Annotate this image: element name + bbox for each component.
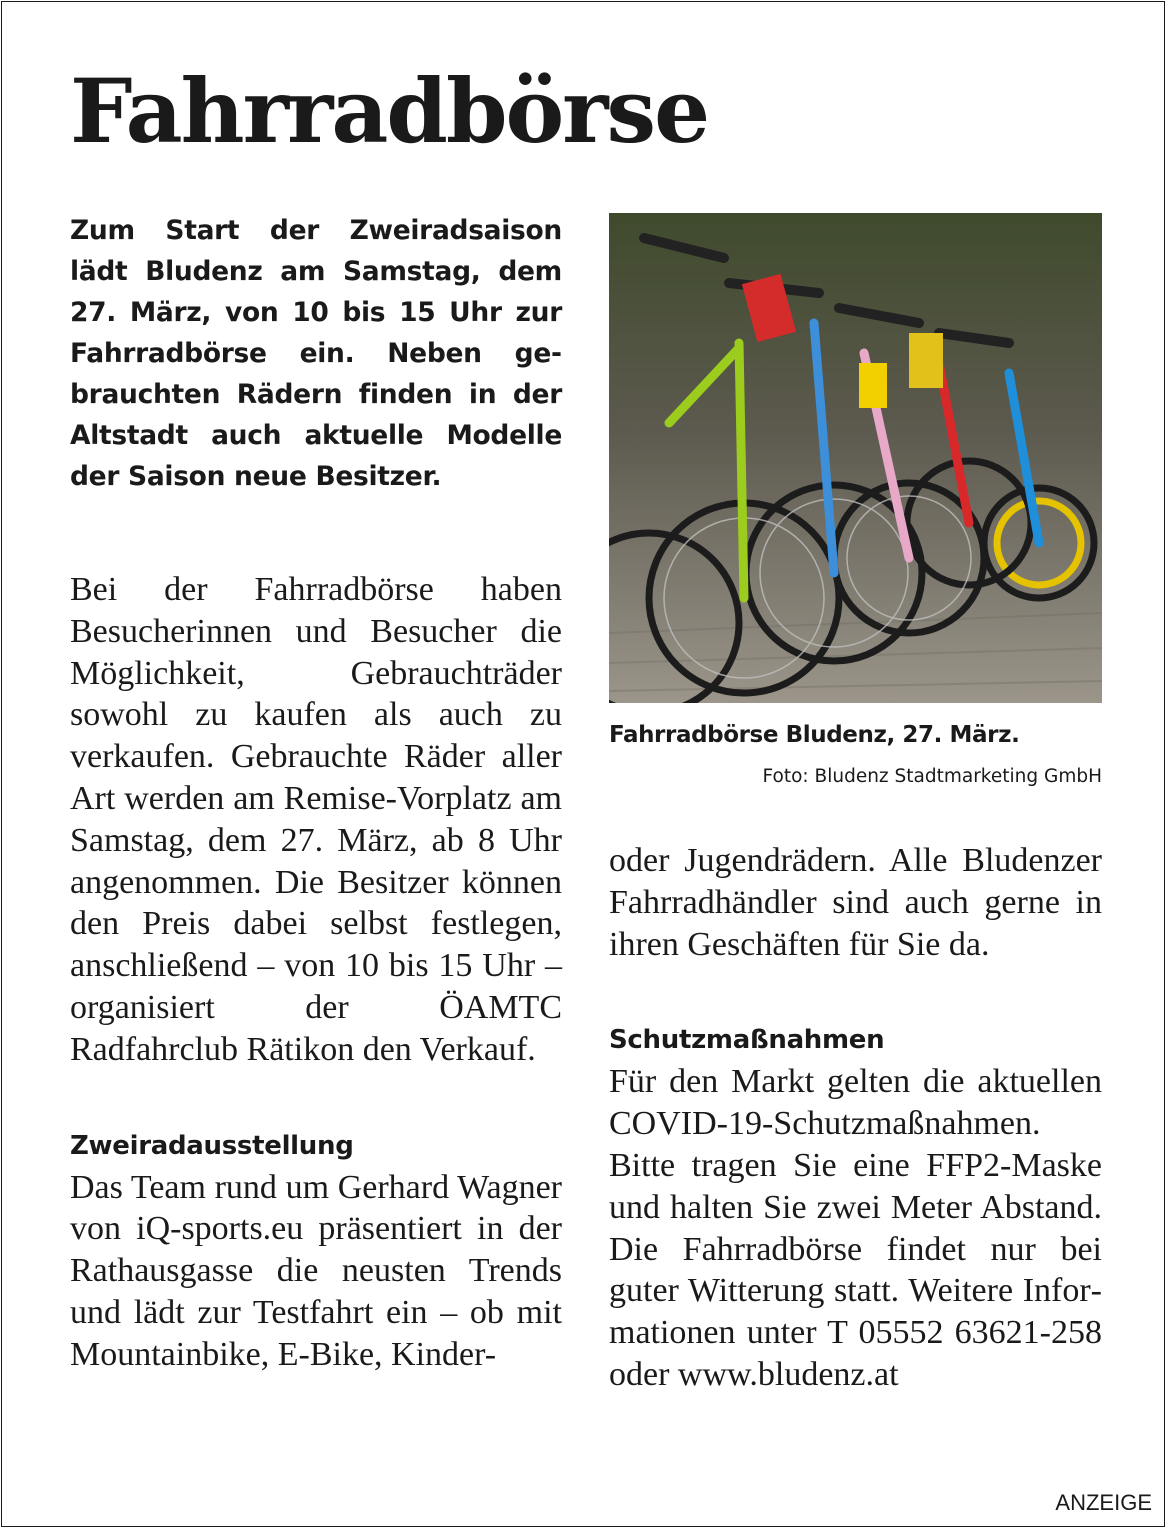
ad-frame bbox=[1, 1, 1165, 1527]
ad-label: ANZEIGE bbox=[1055, 1490, 1152, 1515]
zweiradausstellung-text: Das Team rund um Gerhard Wagner von iQ-sports.eu präsentiert in der Rathausgasse die neusten Trends und lädt zur Testfahrt ein – ob mit Mountainbike, E-Bike, Kinder- bbox=[70, 1168, 562, 1373]
zweiradausstellung-text-continued: oder Jugendrädern. Alle Bludenzer Fahrradhändler sind auch gerne in ihren Geschäften für Sie da. bbox=[609, 842, 1102, 963]
page-title: Fahrradbörse bbox=[70, 59, 709, 163]
intro-paragraph: Bei der Fahrradbörse haben Besucherinnen und Besucher die Möglichkeit, Gebrauchträder sowohl zu kaufen als auch zu verkaufen. Gebrauchte Räder aller Art werden am Remise-Vorplatz am Samstag, dem 27. März, ab 8 Uhr angenommen. Die Besitzer können den Preis dabei selbst festlegen, anschließend – von 10 bis 15 Uhr – organisiert der ÖAMTC Radfahrclub Rätikon den Verkauf. bbox=[70, 571, 562, 1068]
schutzmassnahmen-text: Für den Markt gelten die aktuellen COVID-19-Schutzmaßnahmen. Bitte tragen Sie eine FFP2-Maske und halten Sie zwei Meter Abstand. Die Fahrradbörse findet nur bei guter Witterung statt. Weitere Informationen unter T 05552 63621-258 oder www.bludenz.at bbox=[609, 1063, 1102, 1393]
bicycles-photo bbox=[609, 213, 1102, 703]
section-heading-zweiradausstellung: Zweiradausstellung bbox=[70, 1130, 354, 1161]
left-column bbox=[70, 210, 562, 1376]
section-heading-schutzmassnahmen: Schutzmaßnahmen bbox=[609, 1025, 885, 1056]
right-column bbox=[609, 840, 1102, 1396]
photo-caption: Fahrradbörse Bludenz, 27. März. bbox=[609, 722, 1020, 748]
lead-paragraph: Zum Start der Zweiradsaison lädt Bludenz am Samstag, dem 27. März, von 10 bis 15 Uhr zur Fahrradbörse ein. Neben gebrauchten Rädern finden in der Altstadt auch aktuelle Modelle der Saison neue Besitzer. bbox=[70, 215, 562, 492]
photo-credit: Foto: Bludenz Stadtmarketing GmbH bbox=[762, 766, 1102, 787]
